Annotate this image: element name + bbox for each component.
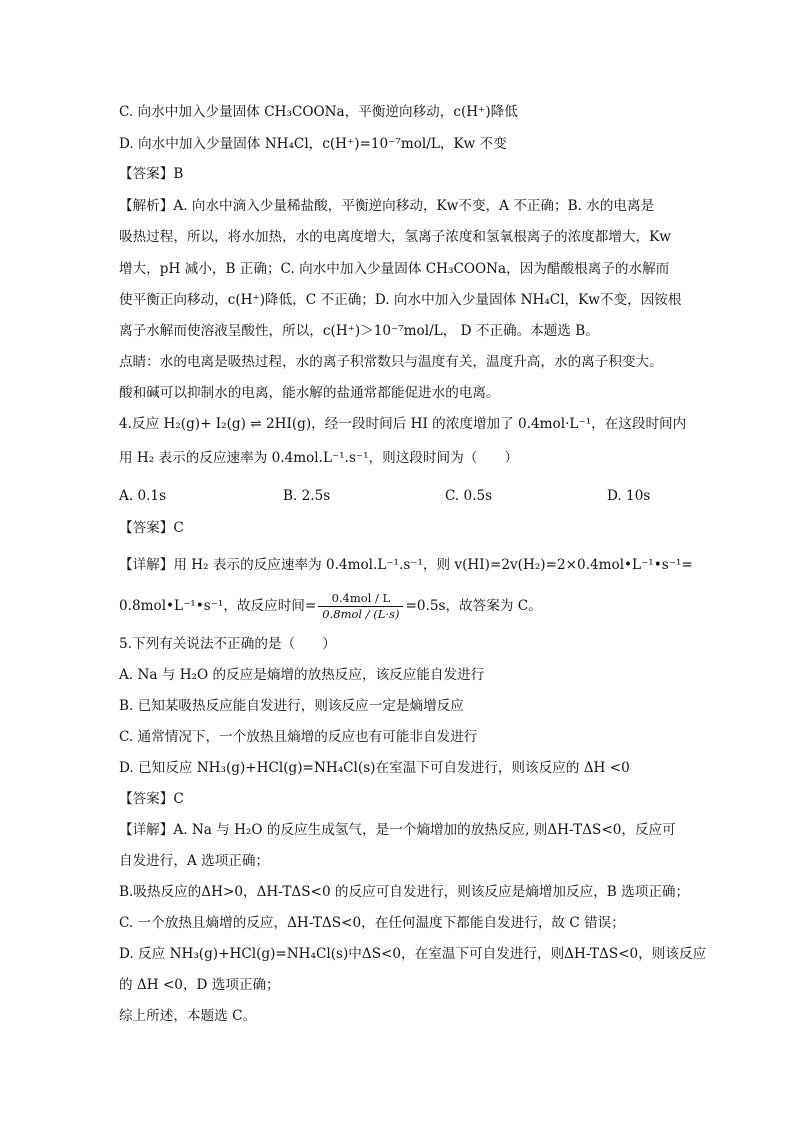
text-line: 【解析】A. 向水中滴入少量稀盐酸，平衡逆向移动，Kw不变，A 不正确；B. 水的电离是 bbox=[119, 198, 655, 214]
text-line: C. 一个放热且熵增的反应，ΔH-TΔS<0，在任何温度下都能自发进行，故 C 错误； bbox=[119, 915, 625, 931]
text-line: 增大，pH 减小，B 正确；C. 向水中加入少量固体 CH₃COONa，因为醋酸根离子的水解而 bbox=[119, 261, 670, 277]
text-line: 【详解】A. Na 与 H₂O 的反应生成氢气，是一个熵增加的放热反应, 则ΔH-TΔS<0，反应可 bbox=[119, 822, 676, 838]
option-line: D. 已知反应 NH₃(g)+HCl(g)=NH₄Cl(s)在室温下可自发进行，则该反应的 ΔH <0 bbox=[119, 760, 630, 776]
fraction bbox=[318, 591, 403, 622]
option-c: C. 0.5s bbox=[445, 488, 493, 504]
answer-label: 【答案】C bbox=[119, 791, 184, 807]
text-line: D. 反应 NH₃(g)+HCl(g)=NH₄Cl(s)中ΔS<0，在室温下可自发进行，则ΔH-TΔS<0，则该反应 bbox=[119, 946, 707, 962]
option-line: B. 已知某吸热反应能自发进行，则该反应一定是熵增反应 bbox=[119, 698, 464, 714]
question-line: 4.反应 H₂(g)+ I₂(g) ⇌ 2HI(g)，经一段时间后 HI 的浓度增加了 0.4mol·L⁻¹，在这段时间内 bbox=[119, 416, 687, 432]
question-line: 用 H₂ 表示的反应速率为 0.4mol.L⁻¹.s⁻¹，则这段时间为（ ） bbox=[119, 450, 519, 466]
option-line: C. 通常情况下，一个放热且熵增的反应也有可能非自发进行 bbox=[119, 729, 478, 745]
fraction-numerator: 0.4mol / L bbox=[318, 591, 403, 607]
formula-text: 0.8mol•L⁻¹•s⁻¹，故反应时间= bbox=[119, 598, 317, 614]
text-line: 酸和碱可以抑制水的电离，能水解的盐通常都能促进水的电离。 bbox=[119, 385, 500, 401]
option-a: A. 0.1s bbox=[119, 488, 167, 504]
text-line: 点睛：水的电离是吸热过程，水的离子积常数只与温度有关，温度升高，水的离子积变大。 bbox=[119, 354, 663, 370]
fraction-denominator: 0.8mol / (L·s) bbox=[322, 607, 400, 621]
text-line: 离子水解而使溶液呈酸性，所以，c(H⁺)＞10⁻⁷mol/L， D 不正确。本题选 B。 bbox=[119, 323, 599, 339]
text-line: 的 ΔH <0，D 选项正确； bbox=[119, 977, 280, 993]
formula-text: =0.5s，故答案为 C。 bbox=[405, 598, 542, 614]
text-line: 吸热过程，所以，将水加热，水的电离度增大，氢离子浓度和氢氧根离子的浓度都增大，Kw bbox=[119, 229, 671, 245]
text-line: 使平衡正向移动，c(H⁺)降低，C 不正确；D. 向水中加入少量固体 NH₄Cl，Kw不变，因铵根 bbox=[119, 292, 682, 308]
formula-line bbox=[119, 588, 542, 624]
text-line: 【详解】用 H₂ 表示的反应速率为 0.4mol.L⁻¹.s⁻¹，则 v(HI)=2v(H₂)=2×0.4mol•L⁻¹•s⁻¹= bbox=[119, 557, 693, 573]
text-line: 综上所述，本题选 C。 bbox=[119, 1008, 257, 1024]
answer-label: 【答案】B bbox=[119, 166, 184, 182]
option-b: B. 2.5s bbox=[283, 488, 331, 504]
text-line: C. 向水中加入少量固体 CH₃COONa，平衡逆向移动，c(H⁺)降低 bbox=[119, 104, 518, 120]
option-line: A. Na 与 H₂O 的反应是熵增的放热反应，该反应能自发进行 bbox=[119, 667, 485, 683]
question-line: 5.下列有关说法不正确的是（ ） bbox=[119, 636, 336, 652]
answer-label: 【答案】C bbox=[119, 520, 184, 536]
text-line: B.吸热反应的ΔH>0，ΔH-TΔS<0 的反应可自发进行，则该反应是熵增加反应，B 选项正确； bbox=[119, 884, 690, 900]
text-line: 自发进行，A 选项正确； bbox=[119, 853, 270, 869]
option-d: D. 10s bbox=[607, 488, 651, 504]
text-line: D. 向水中加入少量固体 NH₄Cl，c(H⁺)=10⁻⁷mol/L，Kw 不变 bbox=[119, 136, 507, 152]
